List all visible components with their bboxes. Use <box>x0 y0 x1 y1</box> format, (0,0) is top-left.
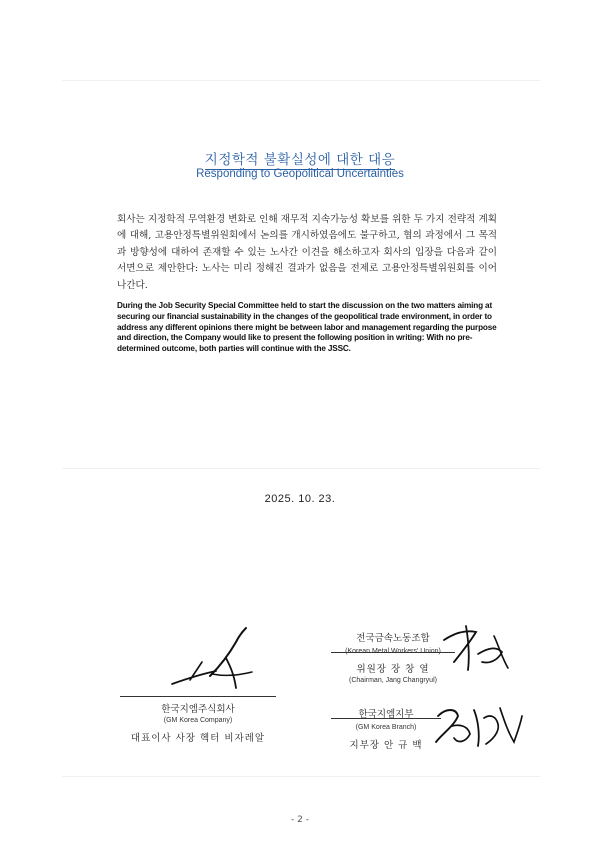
company-org-english: (GM Korea Company) <box>163 717 233 724</box>
page-number: - 2 - <box>291 815 309 825</box>
company-representative: 대표이사 사장 헥터 비자레알 <box>130 733 266 744</box>
title-korean-text: 지정학적 불확실성에 대한 대응 <box>204 152 396 168</box>
title-korean <box>0 148 600 168</box>
title-english: Responding to Geopolitical Uncertainties <box>196 168 404 180</box>
company-signature-icon <box>152 622 262 698</box>
company-signatory <box>110 701 286 744</box>
union-org-english: (Korean Metal Workers' Union) <box>345 648 441 655</box>
fold-line <box>62 468 540 469</box>
company-org-korean: 한국지엠주식회사 <box>161 704 235 715</box>
union-representative-english: (Chairman, Jang Changryul) <box>349 677 437 684</box>
body-korean: 회사는 지정학적 무역환경 변화로 인해 재무적 지속가능성 확보를 위한 두 가지 전략적 계획에 대해, 고용안정특별위원회에서 논의를 개시하였음에도 불구하고, 협의 과정에서 그 목적과 방향성에 대하여 존재할 수 있는 노사간 이견을 해소하고자 회사의 입장을 다음과 같이 서면으로 제안한다: 노사는 미리 정해진 결과가 없음을 전제로 고용안정특별위원회를 이어 나간다. <box>117 214 497 291</box>
fold-line <box>62 80 540 81</box>
branch-org-english: (GM Korea Branch) <box>355 724 417 731</box>
fold-line <box>62 776 540 777</box>
branch-signature-icon <box>428 696 528 754</box>
union-org-korean: 전국금속노동조합 <box>356 633 430 644</box>
branch-representative: 지부장 안 규 백 <box>349 740 423 751</box>
union-representative: 위원장 장 창 열 <box>356 664 430 675</box>
union-signature-icon <box>436 618 516 676</box>
body-english: During the Job Security Special Committee held to start the discussion on the two matters aiming at securing our financial sustainability in the changes of the geopolitical trade environment, in order to address any different opinions there might be between labor and management regarding the purpose and direction, the Company would like to present the following position in writing: With no pre-determined outcome, both parties will continue with the JSSC. <box>117 301 497 354</box>
company-signature-line <box>120 696 276 697</box>
document-date: 2025. 10. 23. <box>264 493 336 505</box>
branch-org-korean: 한국지엠지부 <box>358 709 414 720</box>
